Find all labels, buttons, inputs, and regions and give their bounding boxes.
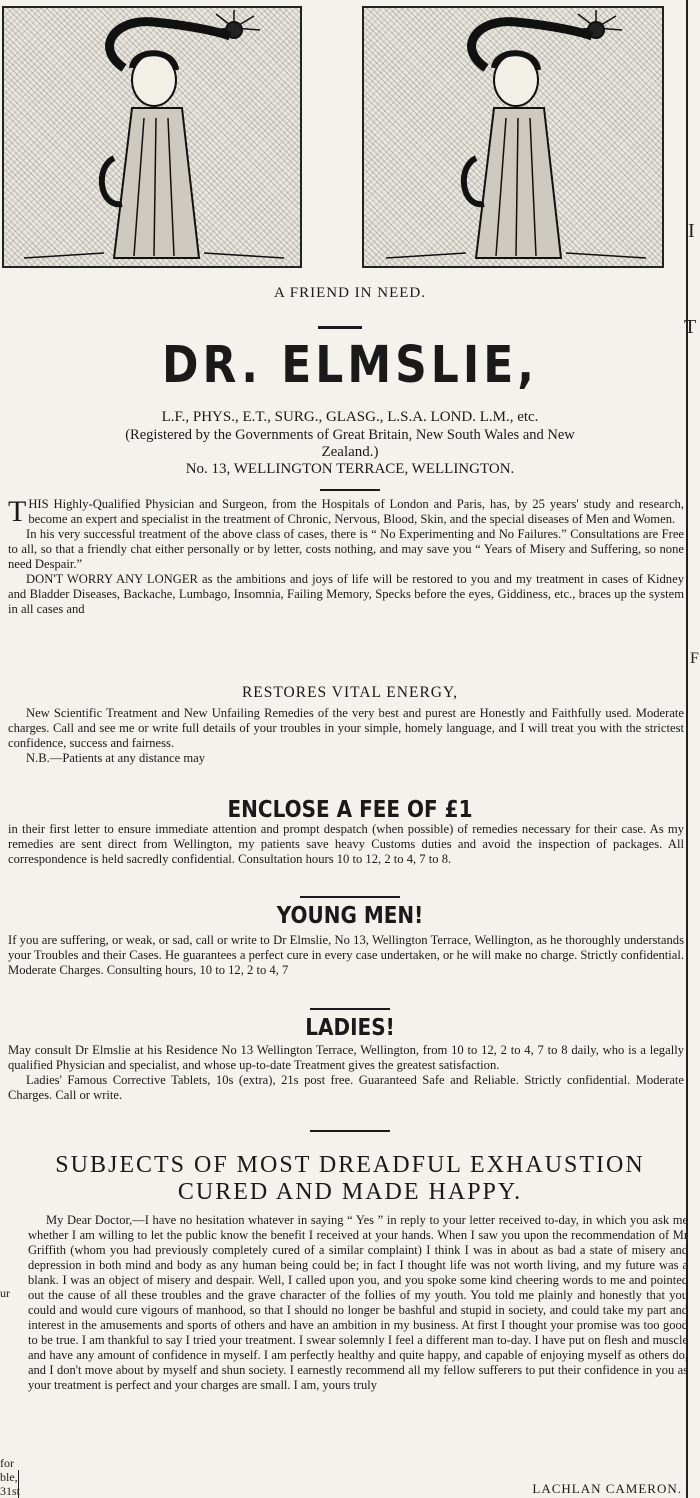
edge-fragment-text: ur [0, 1286, 10, 1300]
divider [320, 489, 380, 491]
registration-line: Zealand.) [321, 444, 379, 460]
credentials-line: L.F., PHYS., E.T., SURG., GLASG., L.S.A. LOND. L.M., etc. [161, 409, 539, 425]
masthead: DR. ELMSLIE, [161, 336, 538, 395]
young-men-heading: YOUNG MEN! [276, 901, 424, 929]
treatment-paragraph: New Scientific Treatment and New Unfailing Remedies of the very best and purest are Honestly and Faithfully used. Moderate charges. Call and see me or write full details of your troubles in your simple, homely language, and I will treat you with the strictest confidence, success and fairness. [8, 706, 684, 750]
lamp-bearer-illustration [4, 8, 300, 266]
intro-paragraph: DON'T WORRY ANY LONGER as the ambitions and joys of life will be restored to you and my treatment in cases of Kidney and Bladder Diseases, Backache, Lumbago, Insomnia, Failing Memory, Specks before the eyes, Giddiness, etc., braces up the system in all cases and [8, 572, 684, 616]
illustration-left [2, 6, 302, 268]
edge-fragment-letter: F [690, 650, 699, 667]
lamp-bearer-illustration [364, 8, 662, 266]
intro-paragraph: In his very successful treatment of the above class of cases, there is “ No Experimenting and No Failures.” Consultations are Free to all, so that a friendly chat either personally or by letter, costs nothing, and may save you “ Years of Misery and Suffering, so none need Despair.” [8, 527, 684, 571]
registration-line: (Registered by the Governments of Great Britain, New South Wales and New [125, 427, 575, 443]
young-men-paragraph: If you are suffering, or weak, or sad, call or write to Dr Elmslie, No 13, Wellington Terrace, Wellington, as he thoroughly understands your Troubles and their Cases. He guarantees a perfect cure in every case undertaken, or he will make no charge. Strictly confidential. Moderate Charges. Consulting hours, 10 to 12, 2 to 4, 7 [8, 933, 684, 977]
illustration-caption: A FRIEND IN NEED. [274, 285, 426, 301]
testimonial-paragraph: My Dear Doctor,—I have no hesitation whatever in saying “ Yes ” in reply to your letter received to-day, in which you ask me whether I am willing to let the public know the benefit I received at your hands. When I saw you upon the recommendation of Mr Griffith (whom you had previously completely cured of a similar complaint) I think I was in about as bad a state of misery and depression in both mind and body as any human being could be; in fact I thought life was not worth living, and my future was a blank. I was an object of misery and despair. Well, I called upon you, and you spoke some kind cheering words to me and pointed out the cause of all these troubles and the grave character of the follies of my youth. You told me plainly and honestly that you could and would cure vigours of manhood, so that I should no longer be bashful and stupid in society, and could take my part and interest in the amusements and sports of others and have an ambition in my business. At first I thought your promise was too good to be true. I am thankful to say I tried your treatment. I swear solemnly I feel a different man to-day. I have put on flesh and muscle and have any amount of confidence in myself. I am perfectly healthy and quite happy, and capable of enjoying myself as others do, and I don't move about by myself and shun society. I earnestly recommend all my fellow sufferers to put their confidence in you as your treatment is perfect and your charges are small. I am, yours truly [28, 1213, 688, 1392]
edge-fragment-letter: T [684, 316, 697, 338]
edge-fragment-text: 31st [0, 1484, 21, 1498]
illustration-right [362, 6, 664, 268]
divider [310, 1130, 390, 1132]
intro-paragraph [8, 497, 684, 527]
edge-fragment-text: for [0, 1456, 14, 1470]
section-restores-heading: RESTORES VITAL ENERGY, [241, 684, 459, 701]
ladies-paragraph: Ladies' Famous Corrective Tablets, 10s (extra), 21s post free. Guaranteed Safe and Reliable. Strictly confidential. Moderate Charges. Call or write. [8, 1073, 684, 1102]
edge-fragment-text: ble, [0, 1470, 18, 1484]
fee-block [8, 822, 684, 867]
testimonial-title: SUBJECTS OF MOST DREADFUL EXHAUSTION [55, 1152, 645, 1178]
address-line: No. 13, WELLINGTON TERRACE, WELLINGTON. [185, 461, 515, 477]
edge-fragment-letter: I [688, 220, 695, 242]
young-men-block [8, 933, 684, 978]
fee-heading: ENCLOSE A FEE OF £1 [227, 795, 473, 823]
testimonial-title: CURED AND MADE HAPPY. [177, 1179, 523, 1205]
divider [310, 1008, 390, 1010]
treatment-paragraph: N.B.—Patients at any distance may [26, 751, 206, 765]
ladies-heading: LADIES! [305, 1013, 395, 1041]
testimonial-signature: LACHLAN CAMERON. [532, 1481, 682, 1496]
testimonial-block [28, 1213, 688, 1393]
ladies-paragraph: May consult Dr Elmslie at his Residence No 13 Wellington Terrace, Wellington, from 10 to 12, 2 to 4, 7 to 8 daily, who is a legally qualified Physician and specialist, and whose up-to-date Treatment gives the greatest satisfaction. [8, 1043, 684, 1072]
intro-text: HIS Highly-Qualified Physician and Surgeon, from the Hospitals of London and Paris, has, by 25 years' study and research, become an expert and specialist in the treatment of Chronic, Nervous, Blood, Skin, and the special diseases of Men and Women. [28, 497, 684, 526]
fee-paragraph: in their first letter to ensure immediate attention and prompt despatch (when possible) of remedies necessary for their case. As my remedies are sent direct from Wellington, my patients save heavy Customs duties and avoid the inspection of packages. All correspondence is held sacredly confidential. Consultation hours 10 to 12, 2 to 4, 7 to 8. [8, 822, 684, 866]
dropcap-letter: T [8, 495, 27, 528]
divider [318, 326, 362, 329]
divider [300, 896, 400, 898]
intro-block [8, 497, 684, 617]
treatment-block [8, 706, 684, 766]
ladies-block [8, 1043, 684, 1103]
